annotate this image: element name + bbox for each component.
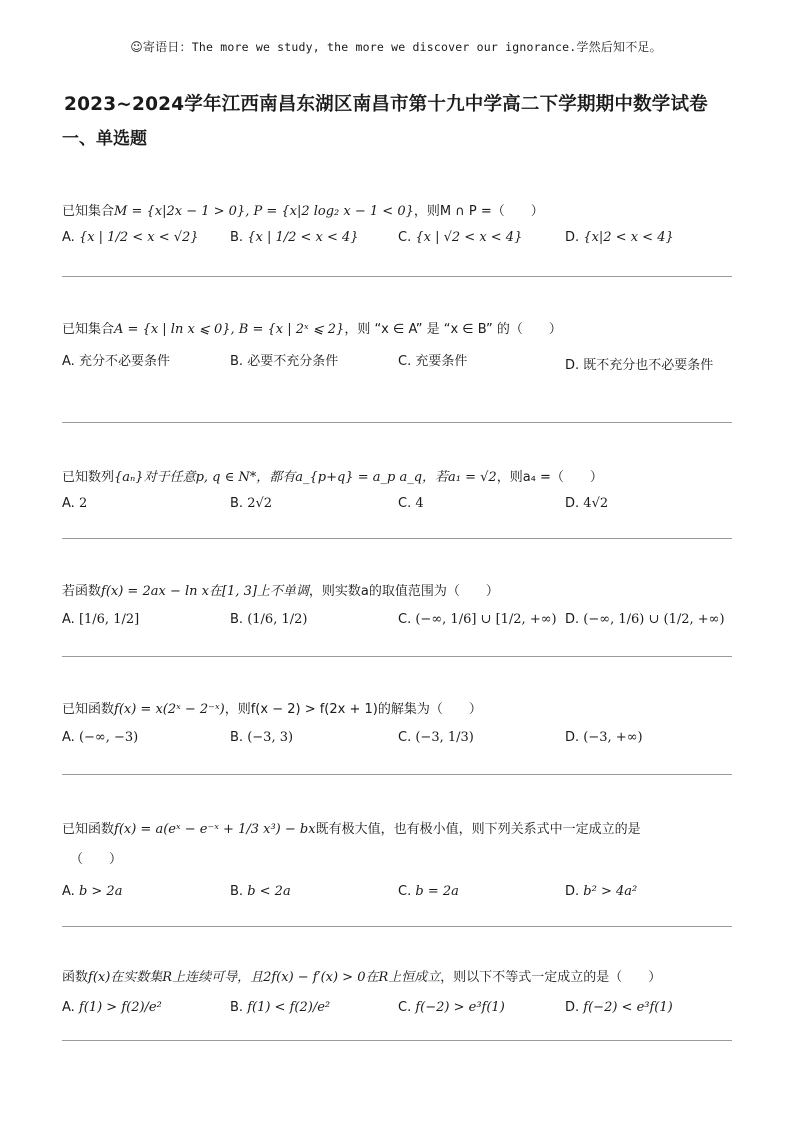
question-5-option-a[interactable] [62, 730, 138, 745]
option-label: B. [230, 884, 244, 899]
option-text: 4 [415, 496, 424, 511]
option-label: C. [398, 612, 412, 627]
question-6-option-d[interactable] [565, 884, 637, 899]
question-4-option-a[interactable] [62, 612, 139, 627]
question-5-stem-math: f(x) = x(2ˣ − 2⁻ˣ) [114, 702, 225, 717]
option-label: B. [230, 1000, 244, 1015]
question-7-option-b[interactable] [230, 1000, 330, 1015]
option-label: B. [230, 354, 244, 369]
option-text: b > 2a [78, 884, 123, 899]
option-label: A. [62, 1000, 75, 1015]
option-label: C. [398, 354, 412, 369]
option-label: B. [230, 496, 244, 511]
option-text: b < 2a [247, 884, 291, 899]
question-5-option-c[interactable] [398, 730, 474, 745]
question-3-stem [62, 466, 603, 485]
question-7-option-c[interactable] [398, 1000, 505, 1015]
question-6-stem-line2: （ ） [70, 852, 123, 867]
option-text: (−3, 1/3) [415, 730, 474, 745]
option-label: C. [398, 1000, 412, 1015]
question-4-stem-prefix: 若函数 [62, 584, 102, 599]
option-label: A. [62, 884, 75, 899]
option-text: (−∞, −3) [78, 730, 139, 745]
option-text: 充要条件 [415, 354, 468, 369]
question-3-option-a[interactable] [62, 496, 87, 511]
question-2-option-a[interactable] [62, 350, 170, 369]
option-text: f(1) > f(2)/e² [78, 1000, 162, 1015]
question-1-option-b[interactable] [230, 230, 359, 245]
question-1-stem [62, 200, 544, 219]
option-label: D. [565, 884, 580, 899]
header-motto [0, 38, 792, 55]
option-text: (−∞, 1/6) ∪ (1/2, +∞) [583, 612, 725, 627]
option-text: [1/6, 1/2] [78, 612, 140, 627]
option-label: A. [62, 730, 75, 745]
question-7-option-a[interactable] [62, 1000, 162, 1015]
option-text: (−3, 3) [247, 730, 294, 745]
question-5-stem-suffix: ，则f(x − 2) > f(2x + 1)的解集为（ ） [224, 702, 482, 717]
motto-english: The more we study, the more we discover our ignorance. [191, 40, 577, 54]
option-text: {x|2 < x < 4} [583, 230, 674, 245]
option-text: f(−2) < e³f(1) [583, 1000, 673, 1015]
option-label: A. [62, 612, 75, 627]
question-3-stem-suffix: ，则a₄ =（ ） [496, 470, 603, 485]
question-divider [62, 656, 732, 657]
option-text: 必要不充分条件 [247, 354, 339, 369]
question-3-option-b[interactable] [230, 496, 272, 511]
question-1-option-a[interactable] [62, 230, 199, 245]
question-1-option-c[interactable] [398, 230, 522, 245]
question-2-stem-prefix: 已知集合 [62, 322, 115, 337]
question-7-stem-prefix: 函数 [62, 970, 89, 985]
option-label: D. [565, 358, 580, 373]
option-text: f(−2) > e³f(1) [415, 1000, 505, 1015]
option-label: B. [230, 730, 244, 745]
option-label: D. [565, 612, 580, 627]
section-heading: 一、单选题 [62, 129, 147, 149]
question-1-option-d[interactable] [565, 230, 674, 245]
question-2-stem-math: A = {x | ln x ⩽ 0}, B = {x | 2ˣ ⩽ 2} [114, 322, 345, 337]
question-7-option-d[interactable] [565, 1000, 673, 1015]
option-text: (−∞, 1/6] ∪ [1/2, +∞) [415, 612, 557, 627]
option-label: D. [565, 730, 580, 745]
option-label: C. [398, 230, 412, 245]
question-divider [62, 538, 732, 539]
question-6-option-a[interactable] [62, 884, 122, 899]
option-text: 2√2 [247, 496, 273, 511]
question-6-stem [62, 818, 641, 837]
option-text: {x | 1/2 < x < √2} [78, 230, 199, 245]
option-text: {x | 1/2 < x < 4} [247, 230, 359, 245]
option-text: 既不充分也不必要条件 [583, 358, 714, 373]
question-2-option-c[interactable] [398, 350, 467, 369]
question-4-option-b[interactable] [230, 612, 307, 627]
question-7-stem-math: f(x)在实数集R上连续可导，且2f(x) − f′(x) > 0在R上恒成立 [88, 970, 441, 985]
question-6-option-c[interactable] [398, 884, 459, 899]
question-4-stem [62, 580, 499, 599]
option-label: A. [62, 230, 75, 245]
option-label: A. [62, 496, 75, 511]
question-5-stem [62, 698, 482, 717]
question-4-stem-math: f(x) = 2ax − ln x在[1, 3]上不单调 [101, 584, 309, 599]
option-label: D. [565, 1000, 580, 1015]
question-6-stem-suffix: 既有极大值，也有极小值，则下列关系式中一定成立的是 [315, 822, 641, 837]
option-text: 充分不必要条件 [78, 354, 170, 369]
option-label: B. [230, 230, 244, 245]
option-label: D. [565, 230, 580, 245]
question-1-stem-math: M = {x|2x − 1 > 0}, P = {x|2 log₂ x − 1 < 0} [114, 204, 414, 219]
question-5-option-b[interactable] [230, 730, 293, 745]
option-text: {x | √2 < x < 4} [415, 230, 523, 245]
question-7-stem [62, 966, 661, 985]
option-text: 4√2 [583, 496, 609, 511]
question-divider [62, 774, 732, 775]
question-divider [62, 926, 732, 927]
question-1-stem-prefix: 已知集合 [62, 204, 115, 219]
question-3-option-d[interactable] [565, 496, 608, 511]
option-label: D. [565, 496, 580, 511]
option-text: b² > 4a² [583, 884, 638, 899]
question-4-stem-suffix: ，则实数a的取值范围为（ ） [308, 584, 499, 599]
question-6-option-b[interactable] [230, 884, 291, 899]
exam-title: 2023~2024学年江西南昌东湖区南昌市第十九中学高二下学期期中数学试卷 [64, 94, 708, 115]
question-2-option-d[interactable] [565, 350, 715, 382]
question-divider [62, 1040, 732, 1041]
question-5-stem-prefix: 已知函数 [62, 702, 115, 717]
question-3-stem-math: {aₙ}对于任意p, q ∈ N*，都有a_{p+q} = a_p a_q，若a₁ = √2 [114, 470, 497, 485]
option-text: (1/6, 1/2) [247, 612, 308, 627]
option-text: 2 [78, 496, 88, 511]
question-3-option-c[interactable] [398, 496, 424, 511]
question-5-option-d[interactable] [565, 730, 643, 745]
question-6-stem-math: f(x) = a(eˣ − e⁻ˣ + 1/3 x³) − bx [114, 822, 316, 837]
question-6-stem-prefix: 已知函数 [62, 822, 115, 837]
question-7-stem-suffix: ，则以下不等式一定成立的是（ ） [440, 970, 662, 985]
question-4-option-c[interactable] [398, 612, 557, 627]
option-label: C. [398, 730, 412, 745]
option-text: b = 2a [415, 884, 459, 899]
option-text: f(1) < f(2)/e² [247, 1000, 331, 1015]
option-label: C. [398, 884, 412, 899]
question-divider [62, 422, 732, 423]
option-label: C. [398, 496, 412, 511]
option-text: (−3, +∞) [583, 730, 643, 745]
question-2-option-b[interactable] [230, 350, 338, 369]
motto-suffix: 学然后知不足。 [576, 40, 662, 54]
question-1-stem-suffix: ，则M ∩ P =（ ） [413, 204, 544, 219]
option-label: A. [62, 354, 75, 369]
question-divider [62, 276, 732, 277]
motto-prefix: ☺寄语日： [130, 40, 192, 54]
option-label: B. [230, 612, 244, 627]
question-4-option-d[interactable] [565, 612, 725, 627]
question-2-stem-suffix: ，则 “x ∈ A” 是 “x ∈ B” 的（ ） [344, 322, 562, 337]
question-3-stem-prefix: 已知数列 [62, 470, 115, 485]
question-2-stem [62, 318, 562, 337]
